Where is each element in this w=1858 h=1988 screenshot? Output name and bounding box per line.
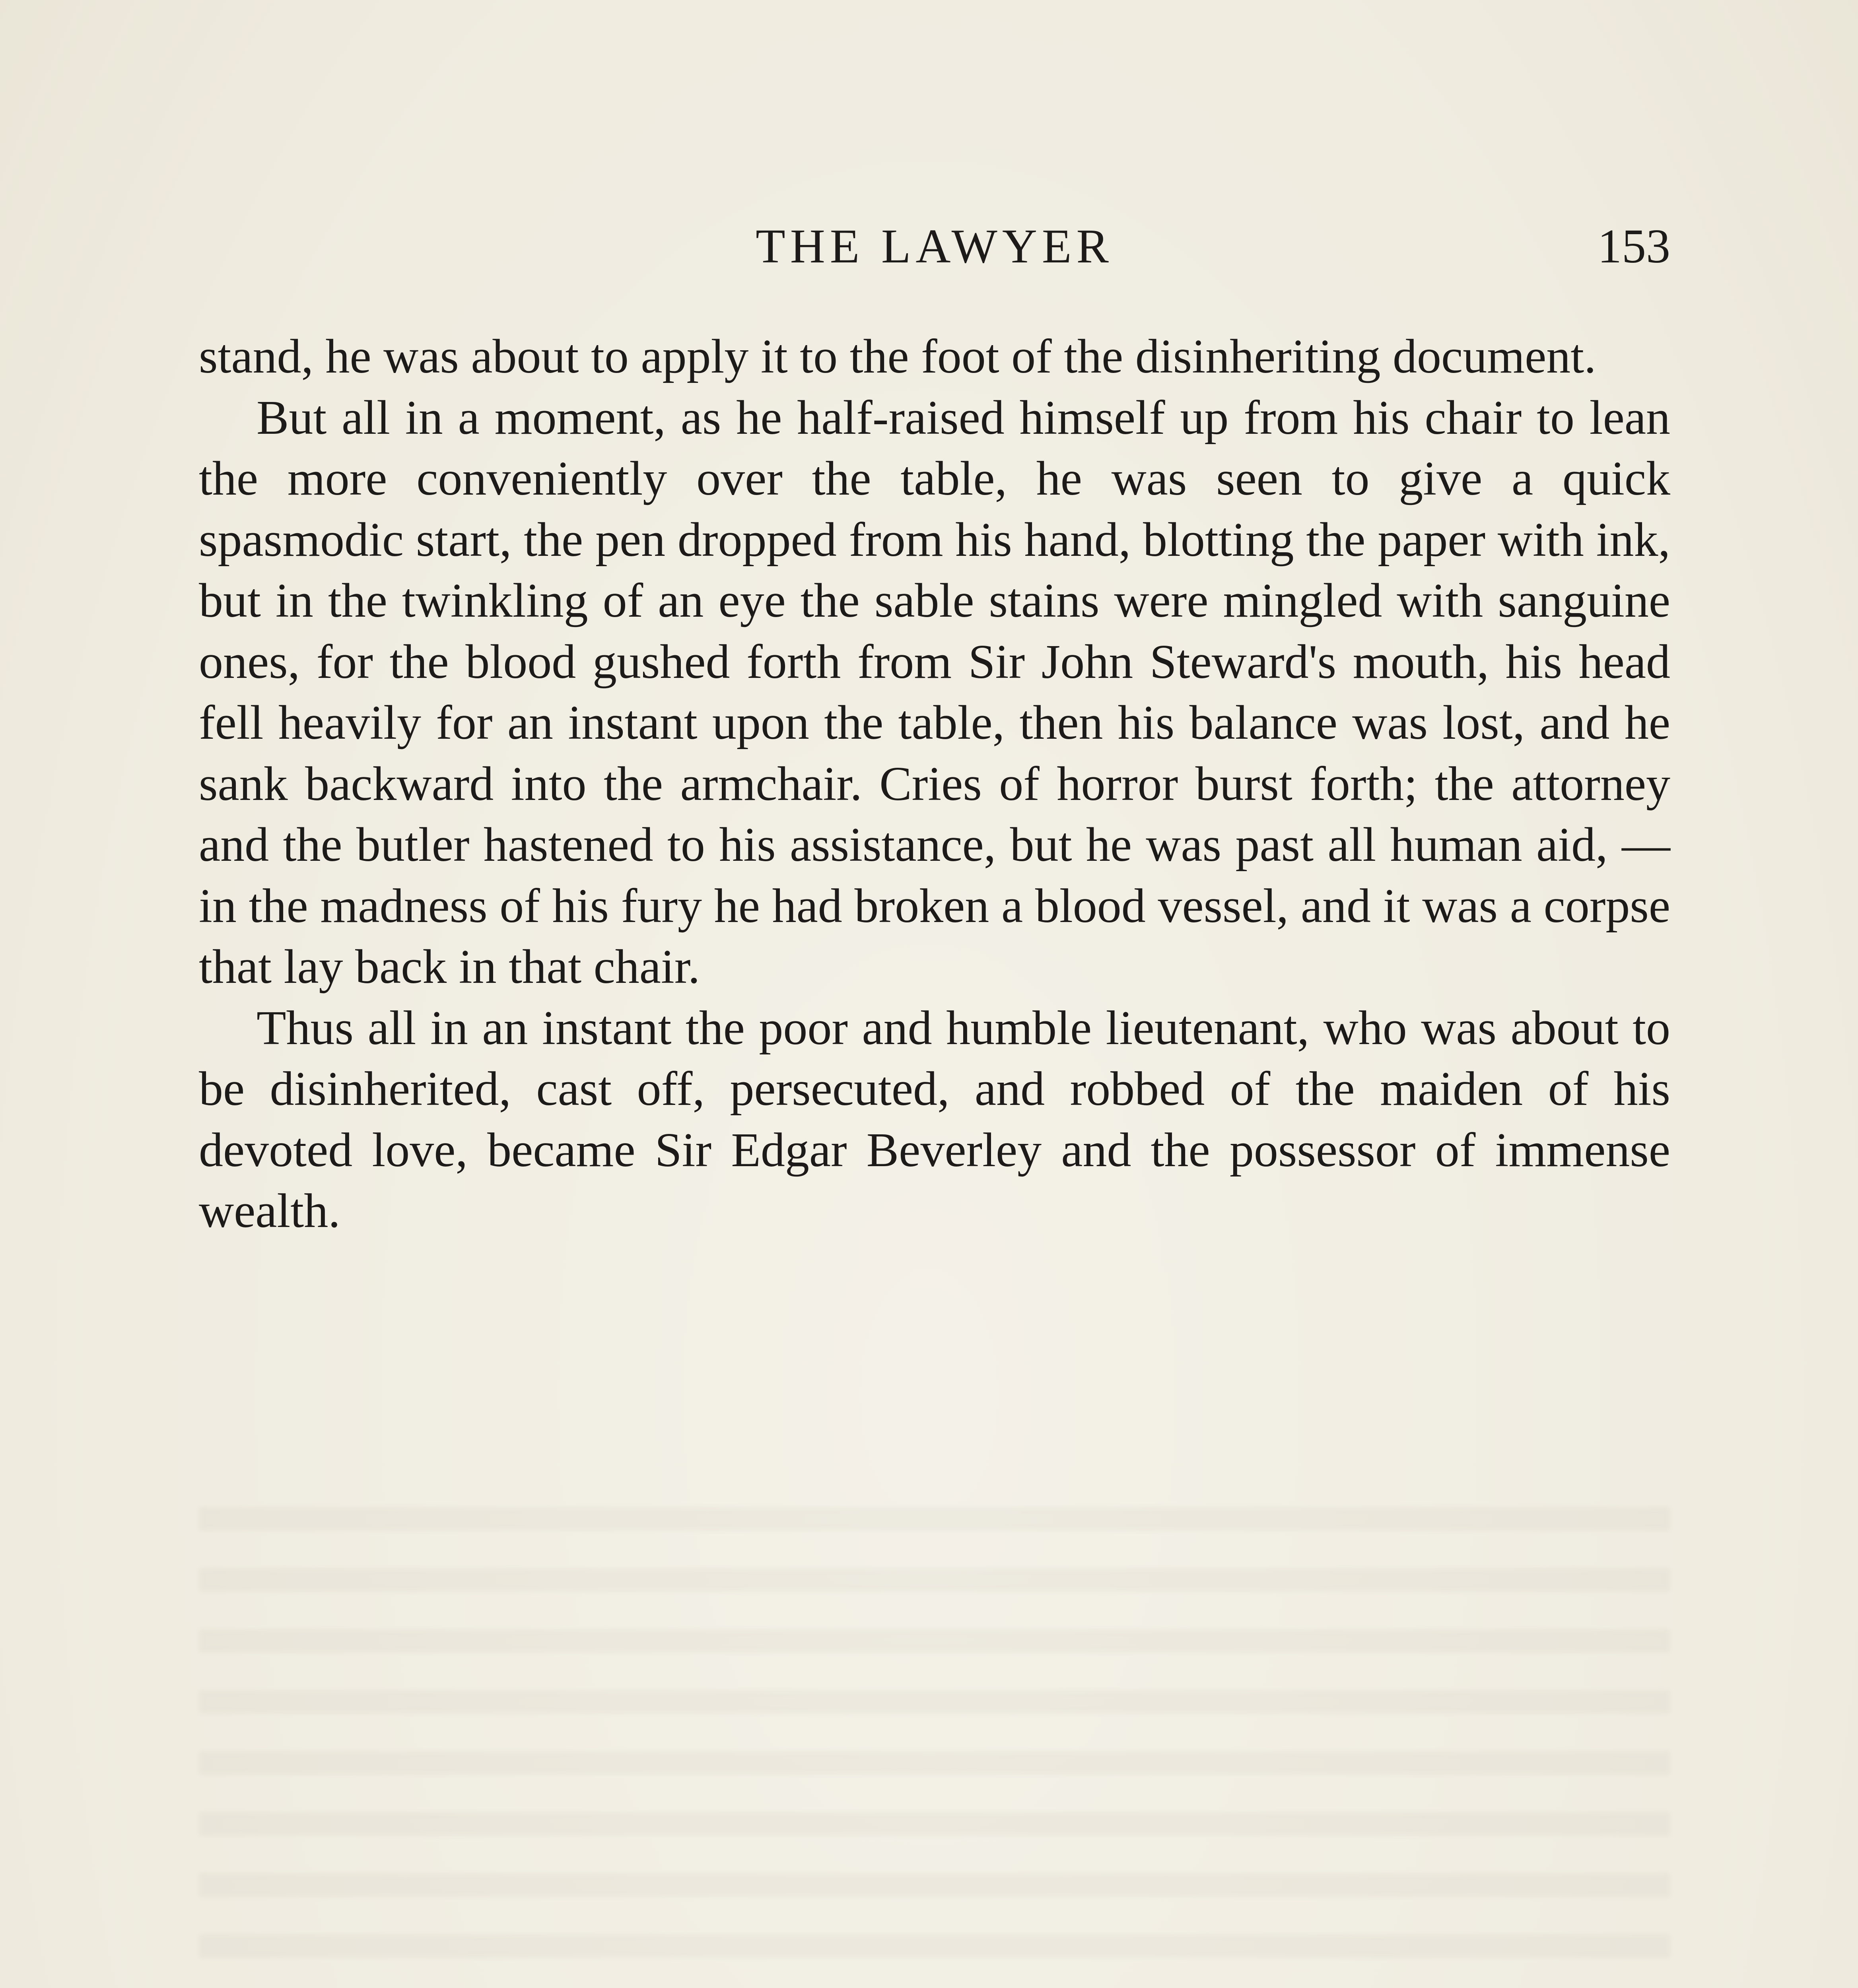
paragraph-inheritance: Thus all in an instant the poor and humble lieutenant, who was about to be disinherited, cast off, persecuted, and robbed of the maiden of his devoted love, became Sir Edgar Beverley and the possessor of immense wealth. (199, 1001, 1670, 1238)
body-text (199, 326, 1670, 1242)
paragraph-death-scene: But all in a moment, as he half-raised himself up from his chair to lean the more conveniently over the table, he was seen to give a quick spasmodic start, the pen dropped from his hand, blotting the paper with ink, but in the twinkling of an eye the sable stains were mingled with sanguine ones, for the blood gushed forth from Sir John Steward's mouth, his head fell heavily for an instant upon the table, then his balance was lost, and he sank backward into the armchair. Cries of horror burst forth; the attorney and the butler hastened to his assistance, but he was past all human aid, — in the madness of his fury he had broken a blood vessel, and it was a corpse that lay back in that chair. (199, 390, 1670, 994)
reverse-page-show-through (199, 1471, 1670, 1988)
running-head (199, 207, 1670, 286)
page-number: 153 (1598, 219, 1670, 273)
running-title: THE LAWYER (756, 219, 1114, 273)
paragraph-continued: stand, he was about to apply it to the foot of the disinheriting document. (199, 330, 1596, 383)
